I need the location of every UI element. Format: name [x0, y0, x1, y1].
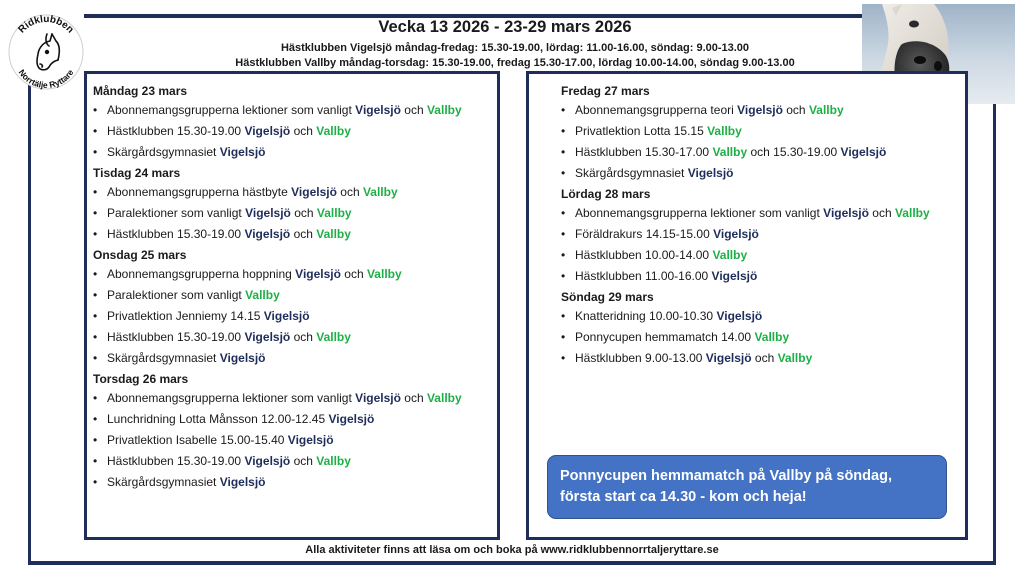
bullet-icon: •	[561, 145, 566, 159]
bullet-icon: •	[561, 227, 566, 241]
opening-hours-vallby: Hästklubben Vallby måndag-torsdag: 15.30-19.00, fredag 15.30-17.00, lördag 10.00-14.00, söndag 9.00-13.00	[235, 57, 795, 69]
location-vigelsjo: Vigelsjö	[355, 391, 401, 405]
location-vallby: Vallby	[316, 206, 352, 220]
schedule-left	[93, 84, 491, 496]
location-vigelsjo: Vigelsjö	[713, 227, 759, 241]
bullet-icon: •	[561, 330, 566, 344]
location-vigelsjo: Vigelsjö	[244, 124, 291, 138]
activity-item: • Föräldrakurs 14.15-15.00 Vigelsjö	[561, 227, 759, 241]
activity-item: • Skärgårdsgymnasiet Vigelsjö	[93, 145, 266, 159]
location-vallby: Vallby	[777, 351, 813, 365]
location-vallby: Vallby	[754, 330, 790, 344]
bullet-icon: •	[93, 227, 98, 241]
bullet-icon: •	[561, 248, 566, 262]
activity-item: • Hästklubben 15.30-19.00 Vigelsjö och Vallby	[93, 227, 351, 241]
bullet-icon: •	[93, 309, 98, 323]
location-vigelsjo: Vigelsjö	[244, 454, 291, 468]
location-vigelsjo: Vigelsjö	[219, 475, 266, 489]
bullet-icon: •	[561, 269, 566, 283]
logo-text-bottom: Norrtälje Ryttare	[16, 67, 76, 91]
activity-item: • Skärgårdsgymnasiet Vigelsjö	[561, 166, 734, 180]
location-vallby: Vallby	[707, 124, 742, 138]
activity-item: • Paralektioner som vanligt Vigelsjö och Vallby	[93, 206, 352, 220]
location-vallby: Vallby	[245, 288, 280, 302]
bullet-icon: •	[93, 433, 98, 447]
bullet-icon: •	[93, 454, 98, 468]
bullet-icon: •	[93, 185, 98, 199]
activity-item: • Hästklubben 15.30-19.00 Vigelsjö och Vallby	[93, 124, 351, 138]
location-vallby: Vallby	[316, 330, 351, 344]
bullet-icon: •	[561, 166, 566, 180]
bullet-icon: •	[93, 391, 98, 405]
location-vallby: Vallby	[366, 267, 402, 281]
location-vallby: Vallby	[426, 391, 462, 405]
activity-item: • Abonnemangsgrupperna hästbyte Vigelsjö och Vallby	[93, 185, 398, 199]
day-heading: Lördag 28 mars	[561, 187, 651, 201]
bullet-icon: •	[561, 351, 566, 365]
location-vigelsjo: Vigelsjö	[823, 206, 869, 220]
location-vigelsjo: Vigelsjö	[245, 206, 291, 220]
activity-item: • Skärgårdsgymnasiet Vigelsjö	[93, 351, 266, 365]
day-heading: Onsdag 25 mars	[93, 248, 187, 262]
callout-banner: Ponnycupen hemmamatch på Vallby på söndag, första start ca 14.30 - kom och heja!	[547, 455, 947, 519]
page-title: Vecka 13 2026 - 23-29 mars 2026	[378, 18, 632, 36]
location-vigelsjo: Vigelsjö	[263, 309, 310, 323]
logo-text-top: Ridklubben	[16, 13, 76, 36]
schedule-right	[561, 84, 941, 372]
bullet-icon: •	[561, 309, 566, 323]
club-logo-graphic	[6, 12, 86, 92]
activity-item: • Hästklubben 15.30-17.00 Vallby och 15.30-19.00 Vigelsjö	[561, 145, 887, 159]
bullet-icon: •	[561, 124, 566, 138]
activity-item: • Abonnemangsgrupperna hoppning Vigelsjö och Vallby	[93, 267, 402, 281]
location-vigelsjo: Vigelsjö	[244, 330, 291, 344]
location-vigelsjo: Vigelsjö	[711, 269, 758, 283]
activity-item: • Ponnycupen hemmamatch 14.00 Vallby	[561, 330, 790, 344]
location-vigelsjo: Vigelsjö	[287, 433, 334, 447]
location-vigelsjo: Vigelsjö	[355, 103, 401, 117]
location-vigelsjo: Vigelsjö	[219, 351, 266, 365]
location-vigelsjo: Vigelsjö	[705, 351, 752, 365]
location-vigelsjo: Vigelsjö	[244, 227, 291, 241]
bullet-icon: •	[93, 288, 98, 302]
activity-item: • Hästklubben 11.00-16.00 Vigelsjö	[561, 269, 758, 283]
bullet-icon: •	[561, 103, 566, 117]
day-heading: Fredag 27 mars	[561, 84, 650, 98]
location-vallby: Vallby	[316, 124, 351, 138]
location-vallby: Vallby	[894, 206, 930, 220]
activity-item: • Abonnemangsgrupperna lektioner som vanligt Vigelsjö och Vallby	[93, 391, 462, 405]
location-vigelsjo: Vigelsjö	[716, 309, 763, 323]
location-vigelsjo: Vigelsjö	[295, 267, 341, 281]
bullet-icon: •	[93, 475, 98, 489]
location-vallby: Vallby	[362, 185, 398, 199]
bullet-icon: •	[93, 124, 98, 138]
club-logo	[6, 12, 86, 92]
bullet-icon: •	[93, 351, 98, 365]
day-heading: Måndag 23 mars	[93, 84, 188, 98]
activity-item: • Hästklubben 9.00-13.00 Vigelsjö och Vallby	[561, 351, 813, 365]
location-vigelsjo: Vigelsjö	[687, 166, 734, 180]
activity-item: • Privatlektion Jenniemy 14.15 Vigelsjö	[93, 309, 310, 323]
location-vallby: Vallby	[426, 103, 462, 117]
bullet-icon: •	[93, 330, 98, 344]
activity-item: • Lunchridning Lotta Månsson 12.00-12.45 Vigelsjö	[93, 412, 375, 426]
activity-item: • Hästklubben 15.30-19.00 Vigelsjö och Vallby	[93, 330, 351, 344]
location-vigelsjo: Vigelsjö	[291, 185, 337, 199]
frame-line-left	[28, 70, 31, 564]
location-vallby: Vallby	[316, 454, 351, 468]
frame-line-right	[993, 104, 996, 564]
location-vigelsjo: Vigelsjö	[840, 145, 887, 159]
activity-item: • Abonnemangsgrupperna lektioner som vanligt Vigelsjö och Vallby	[93, 103, 462, 117]
location-vallby: Vallby	[808, 103, 844, 117]
activity-item: • Paralektioner som vanligt Vallby	[93, 288, 280, 302]
day-heading: Tisdag 24 mars	[93, 166, 181, 180]
location-vallby: Vallby	[316, 227, 351, 241]
day-heading: Torsdag 26 mars	[93, 372, 189, 386]
bullet-icon: •	[93, 412, 98, 426]
location-vigelsjo: Vigelsjö	[219, 145, 266, 159]
opening-hours-vigelsjo: Hästklubben Vigelsjö måndag-fredag: 15.30-19.00, lördag: 11.00-16.00, söndag: 9.00-13.00	[280, 42, 750, 54]
activity-item: • Privatlektion Isabelle 15.00-15.40 Vigelsjö	[93, 433, 334, 447]
bullet-icon: •	[561, 206, 566, 220]
activity-item: • Hästklubben 15.30-19.00 Vigelsjö och Vallby	[93, 454, 351, 468]
location-vigelsjo: Vigelsjö	[328, 412, 375, 426]
location-vallby: Vallby	[712, 248, 748, 262]
location-vallby: Vallby	[712, 145, 748, 159]
bullet-icon: •	[93, 206, 98, 220]
activity-item: • Abonnemangsgrupperna teori Vigelsjö och Vallby	[561, 103, 844, 117]
bullet-icon: •	[93, 145, 98, 159]
activity-item: • Knatteridning 10.00-10.30 Vigelsjö	[561, 309, 763, 323]
activity-item: • Privatlektion Lotta 15.15 Vallby	[561, 124, 742, 138]
bullet-icon: •	[93, 267, 98, 281]
frame-line-bottom	[28, 561, 996, 565]
location-vigelsjo: Vigelsjö	[737, 103, 783, 117]
bullet-icon: •	[93, 103, 98, 117]
activity-item: • Skärgårdsgymnasiet Vigelsjö	[93, 475, 266, 489]
activity-item: • Abonnemangsgrupperna lektioner som vanligt Vigelsjö och Vallby	[561, 206, 930, 220]
footer-text: Alla aktiviteter finns att läsa om och boka på www.ridklubbennorrtaljeryttare.se	[305, 544, 719, 556]
activity-item: • Hästklubben 10.00-14.00 Vallby	[561, 248, 748, 262]
day-heading: Söndag 29 mars	[561, 290, 654, 304]
